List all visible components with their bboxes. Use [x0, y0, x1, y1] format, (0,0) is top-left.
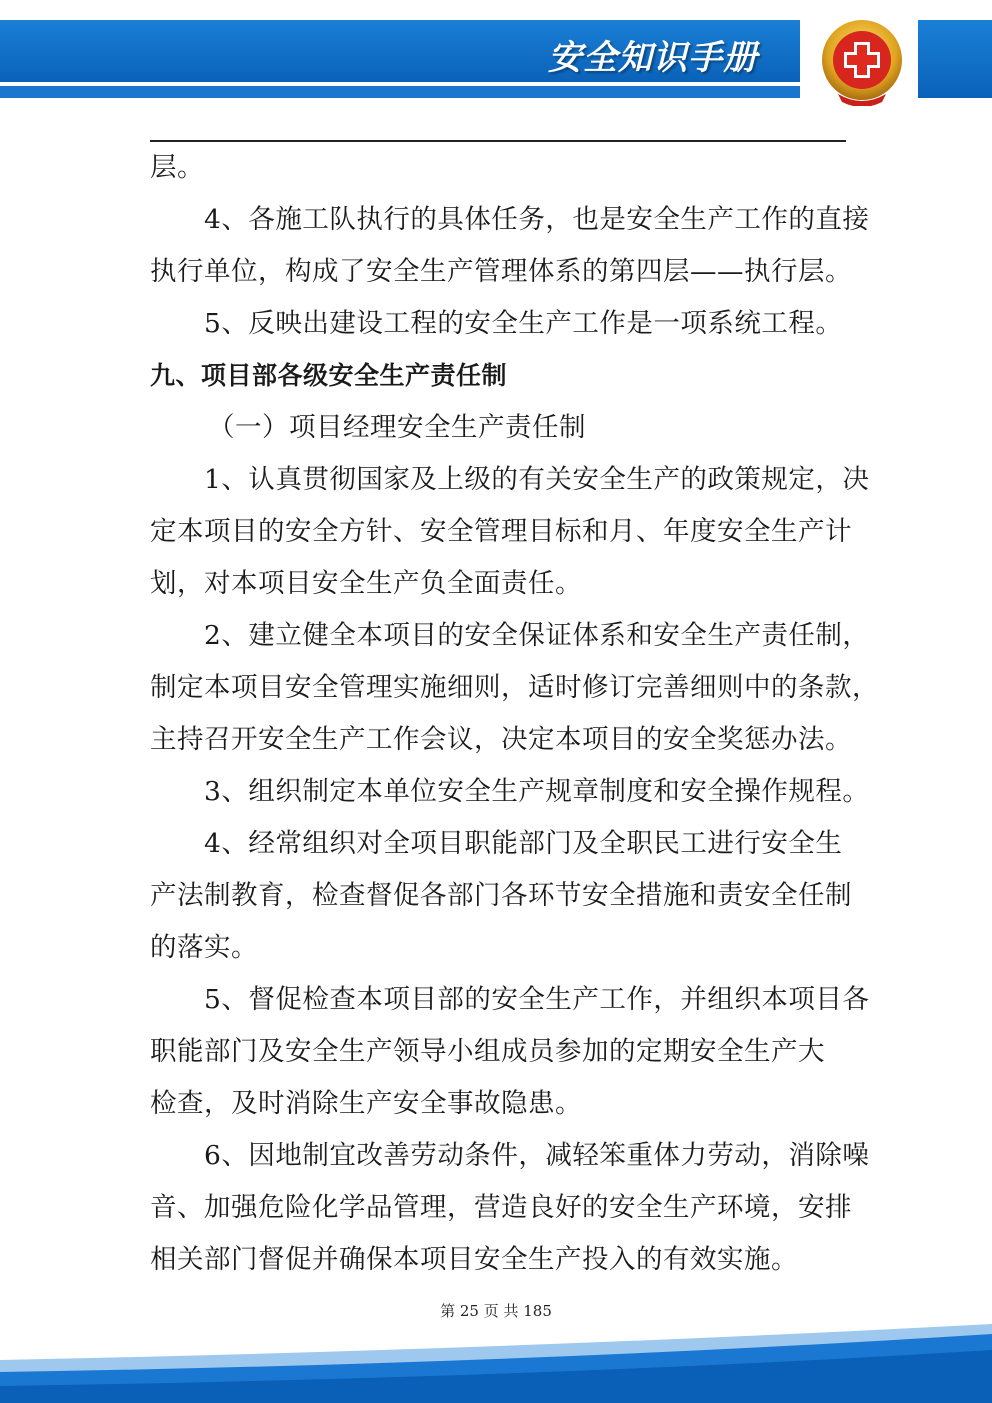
text-line: 检查，及时消除生产安全事故隐患。 — [150, 1088, 582, 1119]
text-line: 执行单位，构成了安全生产管理体系的第四层——执行层。 — [150, 256, 852, 287]
subsection-heading: （一）项目经理安全生产责任制 — [208, 412, 586, 443]
document-body — [150, 142, 879, 1286]
text-line: 相关部门督促并确保本项目安全生产投入的有效实施。 — [150, 1244, 798, 1275]
text-line: 定本项目的安全方针、安全管理目标和月、年度安全生产计 — [150, 516, 852, 547]
text-line: 4、经常组织对全项目职能部门及全职民工进行安全生 — [204, 828, 843, 859]
text-line: 主持召开安全生产工作会议，决定本项目的安全奖惩办法。 — [150, 724, 852, 755]
text-line: 3、组织制定本单位安全生产规章制度和安全操作规程。 — [204, 776, 870, 807]
text-line: 划，对本项目安全生产负全面责任。 — [150, 568, 582, 599]
footer-wave-decoration — [0, 1320, 992, 1403]
manual-title: 安全知识手册 — [548, 38, 758, 78]
header-thin-band — [0, 86, 800, 98]
text-line: 的落实。 — [150, 932, 258, 963]
text-line: 4、各施工队执行的具体任务，也是安全生产工作的直接 — [204, 204, 870, 235]
text-line: 产法制教育，检查督促各部门各环节安全措施和责安全任制 — [150, 880, 852, 911]
page-number: 第 25 页 共 185 — [440, 1302, 552, 1320]
page-header — [0, 0, 992, 120]
header-right-band — [918, 20, 992, 98]
text-line: 1、认真贯彻国家及上级的有关安全生产的政策规定，决 — [204, 464, 870, 495]
text-line: 5、反映出建设工程的安全生产工作是一项系统工程。 — [204, 308, 843, 339]
text-line: 5、督促检查本项目部的安全生产工作，并组织本项目各 — [204, 984, 870, 1015]
text-line: 层。 — [150, 152, 204, 183]
safety-cross-emblem-icon — [812, 16, 912, 106]
text-line: 制定本项目安全管理实施细则，适时修订完善细则中的条款， — [150, 672, 879, 703]
text-line: 音、加强危险化学品管理，营造良好的安全生产环境，安排 — [150, 1192, 852, 1223]
text-line: 2、建立健全本项目的安全保证体系和安全生产责任制， — [204, 620, 870, 651]
text-line: 职能部门及安全生产领导小组成员参加的定期安全生产大 — [150, 1036, 825, 1067]
text-line: 6、因地制宜改善劳动条件，减轻笨重体力劳动，消除噪 — [204, 1140, 870, 1171]
section-heading: 九、项目部各级安全生产责任制 — [150, 361, 508, 390]
